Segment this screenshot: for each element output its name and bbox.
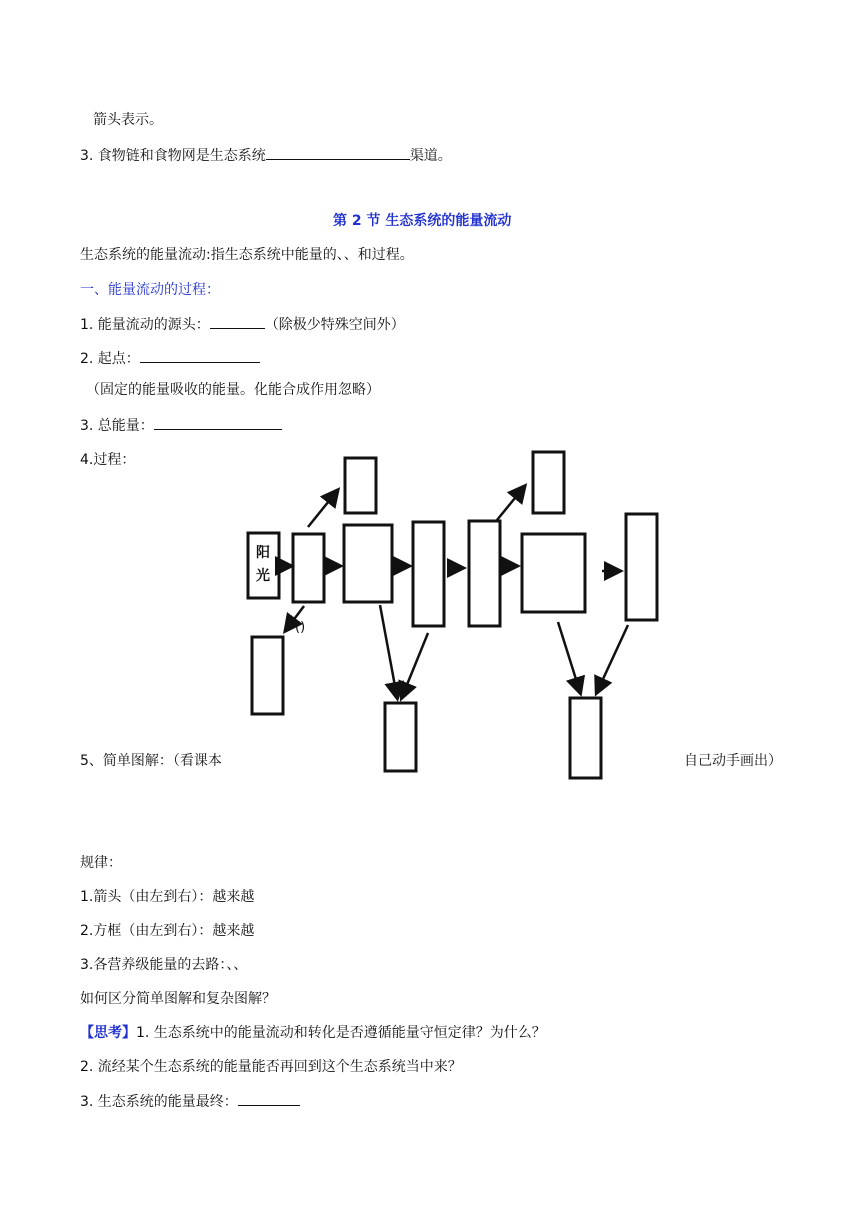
rule-3: 3.各营养级能量的去路：、、: [80, 957, 248, 973]
simple-diagram-left: 5、简单图解：（看课本: [80, 753, 222, 769]
respiration-box-1: [345, 458, 376, 513]
box-7: [626, 514, 657, 620]
arrow-producer-resp: [308, 491, 337, 527]
item-process: 4.过程：: [80, 452, 136, 468]
section-title: 第 2 节 生态系统的能量流动: [333, 213, 512, 229]
arrow-b7-decomp: [597, 625, 628, 692]
decomposer-box-mid: [385, 703, 416, 771]
arrow-c1-decomp: [380, 605, 397, 697]
box-3: [413, 522, 444, 626]
definition-line: 生态系统的能量流动:指生态系统中能量的、、和过程。: [80, 247, 414, 263]
blank-line[interactable]: [238, 1091, 300, 1106]
think-q1: 【思考】1. 生态系统中的能量流动和转化是否遵循能量守恒定律？为什么？: [80, 1025, 546, 1041]
item-food-chain: 3. 食物链和食物网是生态系统 渠道。: [80, 145, 452, 166]
heading-process: 一、能量流动的过程：: [80, 282, 220, 298]
item-start-note: （固定的能量吸收的能量。化能合成作用忽略）: [86, 382, 380, 398]
item-start: 2. 起点：: [80, 348, 260, 369]
rule-1: 1.箭头（由左到右）：越来越: [80, 889, 255, 905]
text-arrow-line: 箭头表示。: [93, 112, 163, 128]
think-q2: 2. 流经某个生态系统的能量能否再回到这个生态系统当中来？: [80, 1059, 462, 1075]
decomposer-box-right: [570, 698, 601, 778]
think-tag: 【思考】: [80, 1025, 136, 1041]
arrow-b4-resp2: [497, 487, 524, 520]
item-total: 3. 总能量：: [80, 415, 282, 436]
rule-2: 2.方框（由左到右）：越来越: [80, 923, 255, 939]
rules-title: 规律：: [80, 855, 122, 871]
simple-diagram-right: 自己动手画出）: [684, 753, 782, 769]
item-source: 1. 能量流动的源头： （除极少特殊空间外）: [80, 314, 405, 335]
consumer-box-2: [522, 534, 585, 612]
arrow-b3-decomp: [402, 633, 428, 697]
think-q3: 3. 生态系统的能量最终：: [80, 1091, 300, 1112]
respiration-box-2: [533, 452, 564, 513]
box-4: [469, 521, 500, 626]
arrow-c2-decomp: [558, 622, 580, 692]
rules-question: 如何区分简单图解和复杂图解？: [80, 991, 276, 1007]
sun-label-1: 阳: [256, 545, 270, 561]
decomposer-box-left: [252, 637, 283, 714]
paren-label: (): [295, 620, 306, 635]
sun-box: [248, 533, 279, 598]
sun-label-2: 光: [256, 568, 270, 584]
consumer-box-1: [344, 525, 392, 602]
producer-box: [293, 534, 324, 602]
